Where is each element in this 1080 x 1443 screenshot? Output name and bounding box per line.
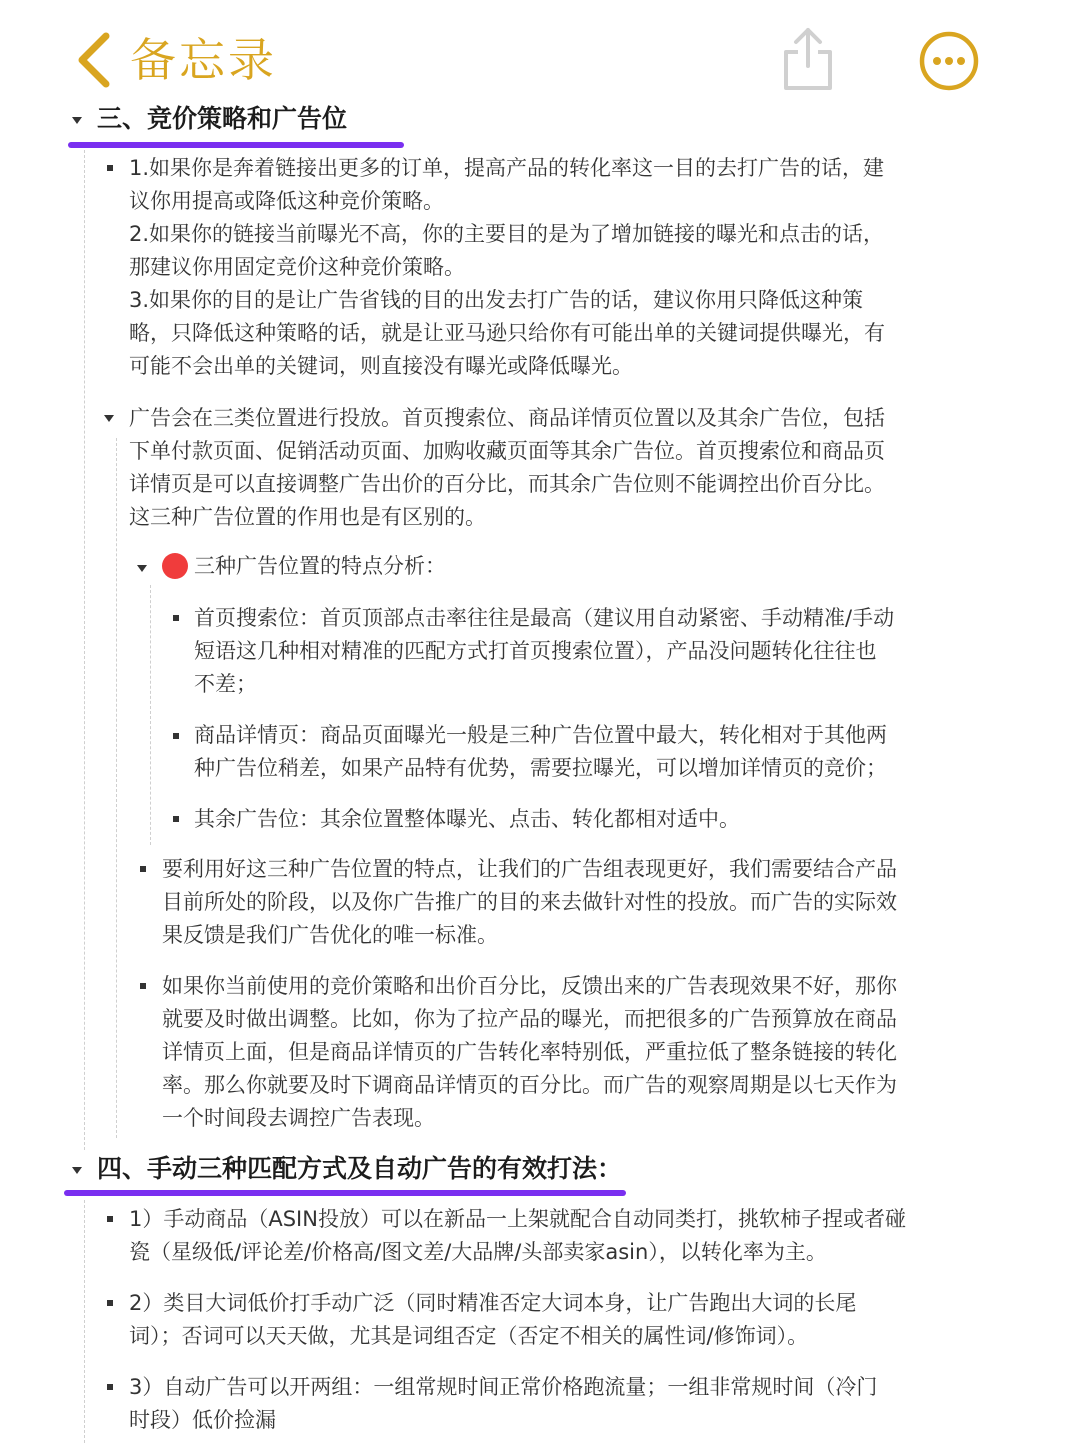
text-line: 略，只降低这种策略的话，就是让亚马逊只给你有可能出单的关键词提供曝光，有 — [129, 321, 885, 345]
section-4-item — [129, 1203, 906, 1269]
text-line: 就要及时做出调整。比如，你为了拉产品的曝光，而把很多的广告预算放在商品 — [162, 1007, 897, 1031]
bullet-icon — [173, 733, 179, 739]
section-4-heading: 四、手动三种匹配方式及自动广告的有效打法： — [97, 1154, 623, 1183]
text-line: 详情页上面，但是商品详情页的广告转化率特别低，严重拉低了整条链接的转化 — [162, 1040, 897, 1064]
text-line: 可能不会出单的关键词，则直接没有曝光或降低曝光。 — [129, 354, 633, 378]
analysis-item — [194, 719, 887, 785]
bullet-icon — [107, 1384, 113, 1390]
text-line: 其余广告位：其余位置整体曝光、点击、转化都相对适中。 — [194, 807, 740, 831]
section-4-item — [129, 1287, 856, 1353]
text-line: 议你用提高或降低这种竞价策略。 — [129, 189, 444, 213]
text-line: 1）手动商品（ASIN投放）可以在新品一上架就配合自动同类打，挑软柿子捏或者碰 — [129, 1207, 906, 1231]
text-line: 2）类目大词低价打手动广泛（同时精准否定大词本身，让广告跑出大词的长尾 — [129, 1291, 857, 1315]
outline-guide-line — [84, 150, 85, 1150]
text-line: 3.如果你的目的是让广告省钱的目的出发去打广告的话，建议你用只降低这种策 — [129, 288, 864, 312]
bullet-icon — [107, 1216, 113, 1222]
text-line: 不差； — [194, 672, 257, 696]
text-line: 瓷（星级低/评论差/价格高/图文差/大品牌/头部卖家asin），以转化率为主。 — [129, 1240, 827, 1264]
section-3-underline — [68, 142, 404, 148]
text-line: 首页搜索位：首页顶部点击率往往是最高（建议用自动紧密、手动精准/手动 — [194, 606, 895, 630]
adjust-text — [162, 970, 897, 1135]
bullet-icon — [107, 1300, 113, 1306]
analysis-item — [194, 803, 740, 836]
text-line: 3）自动广告可以开两组：一组常规时间正常价格跑流量；一组非常规时间（冷门 — [129, 1375, 878, 1399]
analysis-title — [162, 550, 446, 583]
text-line: 1.如果你是奔着链接出更多的订单，提高产品的转化率这一目的去打广告的话，建 — [129, 156, 885, 180]
text-line: 要利用好这三种广告位置的特点，让我们的广告组表现更好，我们需要结合产品 — [162, 857, 897, 881]
text-line: 短语这几种相对精准的匹配方式打首页搜索位置），产品没问题转化往往也 — [194, 639, 877, 663]
section-4-underline — [64, 1190, 626, 1196]
text-line: 如果你当前使用的竞价策略和出价百分比，反馈出来的广告表现效果不好，那你 — [162, 974, 897, 998]
text-line: 这三种广告位置的作用也是有区别的。 — [129, 505, 486, 529]
bullet-icon — [173, 615, 179, 621]
outline-guide-line — [84, 1200, 85, 1443]
text-line: 一个时间段去调控广告表现。 — [162, 1106, 435, 1130]
text-line: 时段）低价捡漏 — [129, 1408, 276, 1432]
text-line: 那建议你用固定竞价这种竞价策略。 — [129, 255, 465, 279]
collapse-triangle-icon[interactable] — [72, 117, 82, 124]
collapse-triangle-icon[interactable] — [72, 1167, 82, 1174]
text-line: 商品详情页：商品页面曝光一般是三种广告位置中最大，转化相对于其他两 — [194, 723, 887, 747]
bidding-strategy-text — [129, 152, 885, 383]
bullet-icon — [107, 165, 113, 171]
bullet-icon — [140, 983, 146, 989]
section-3-heading: 三、竞价策略和广告位 — [97, 104, 348, 133]
analysis-title-text: 三种广告位置的特点分析： — [194, 554, 446, 578]
text-line: 详情页是可以直接调整广告出价的百分比，而其余广告位则不能调控出价百分比。 — [129, 472, 885, 496]
analysis-item — [194, 602, 894, 701]
bullet-icon — [140, 866, 146, 872]
collapse-triangle-icon[interactable] — [104, 415, 114, 422]
section-4-item — [129, 1371, 877, 1437]
bullet-icon — [173, 816, 179, 822]
text-line: 广告会在三类位置进行投放。首页搜索位、商品详情页位置以及其余广告位，包括 — [129, 406, 885, 430]
text-line: 目前所处的阶段，以及你广告推广的目的来去做针对性的投放。而广告的实际效 — [162, 890, 897, 914]
outline-guide-line — [116, 438, 117, 1138]
text-line: 种广告位稍差，如果产品特有优势，需要拉曝光，可以增加详情页的竞价； — [194, 756, 887, 780]
back-label[interactable]: 备忘录 — [130, 33, 277, 87]
text-line: 下单付款页面、促销活动页面、加购收藏页面等其余广告位。首页搜索位和商品页 — [129, 439, 885, 463]
red-circle-icon — [162, 553, 188, 579]
text-line: 词）；否词可以天天做，尤其是词组否定（否定不相关的属性词/修饰词）。 — [129, 1324, 809, 1348]
outline-guide-line — [150, 585, 151, 845]
text-line: 2.如果你的链接当前曝光不高，你的主要目的是为了增加链接的曝光和点击的话， — [129, 222, 885, 246]
collapse-triangle-icon[interactable] — [137, 565, 147, 572]
text-line: 率。那么你就要及时下调商品详情页的百分比。而广告的观察周期是以七天作为 — [162, 1073, 897, 1097]
text-line: 果反馈是我们广告优化的唯一标准。 — [162, 923, 498, 947]
usage-text — [162, 853, 897, 952]
ad-placement-text — [129, 402, 885, 534]
